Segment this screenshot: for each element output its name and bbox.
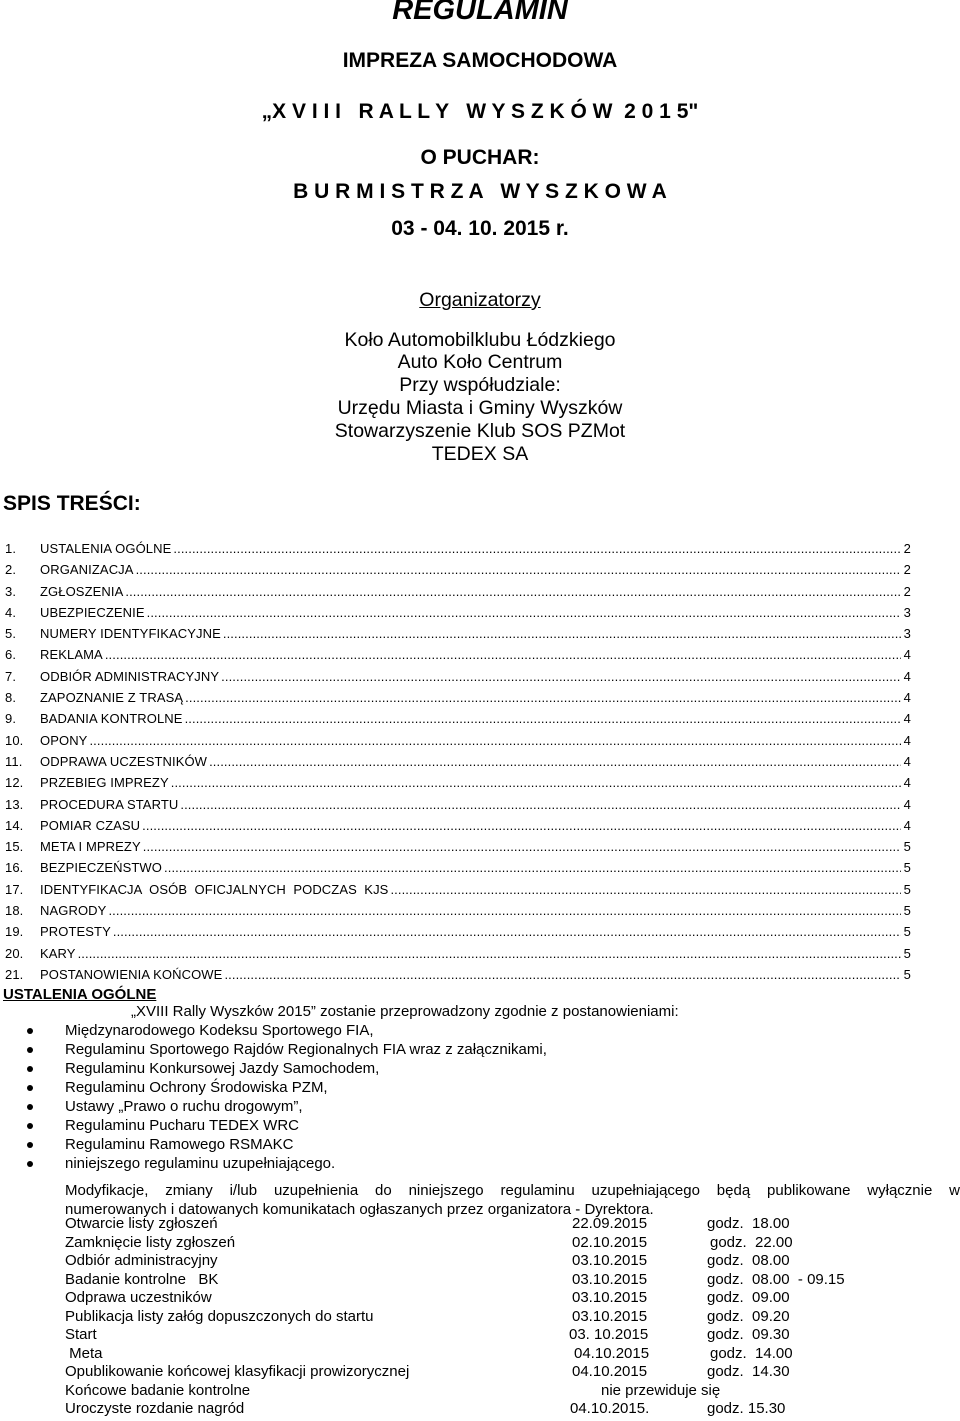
schedule-time: godz. 15.30 (707, 1400, 786, 1417)
schedule-date: 03. 10.2015 (569, 1326, 649, 1343)
toc-item-page: 2 (903, 562, 911, 578)
bullet-icon (27, 1142, 33, 1148)
toc-dot-leader (108, 900, 901, 921)
event-name: „X V I I I R A L L Y W Y S Z K Ó W 2 0 1 5" (261, 100, 699, 123)
toc-item[interactable] (5, 836, 911, 857)
toc-item-page: 5 (903, 881, 911, 897)
bullet-icon (27, 1104, 33, 1110)
schedule-event: Końcowe badanie kontrolne (65, 1381, 251, 1399)
list-item (0, 1135, 960, 1154)
toc-dot-leader (171, 772, 901, 793)
schedule-date: 04.10.2015 (574, 1344, 650, 1362)
bullet-icon (27, 1028, 33, 1034)
schedule-time: godz. 14.00 (710, 1344, 793, 1362)
bullet-icon (27, 1161, 33, 1167)
organizer-line: Urzędu Miasta i Gminy Wyszków (337, 397, 623, 419)
toc-item-page: 5 (903, 839, 911, 855)
toc-item-number: 20. (5, 945, 24, 961)
toc-item-page: 2 (903, 541, 911, 556)
toc-item[interactable] (5, 666, 911, 687)
schedule-row (0, 1271, 960, 1290)
toc-item-page: 4 (903, 753, 911, 769)
toc-item-page: 4 (903, 690, 911, 706)
toc-item[interactable] (5, 644, 911, 665)
schedule-event: Odprawa uczestników (65, 1289, 212, 1306)
schedule-date: 03.10.2015 (572, 1252, 648, 1269)
toc-dot-leader (221, 666, 901, 687)
toc-item-label: IDENTYFIKACJA OSÓB OFICJALNYCH PODCZAS KJS (40, 881, 389, 897)
toc-item[interactable] (5, 602, 911, 623)
toc-dot-leader (223, 623, 901, 644)
toc-item-label: KARY (40, 945, 76, 961)
schedule-event: Odbiór administracyjny (65, 1252, 218, 1269)
schedule-row (0, 1345, 960, 1364)
schedule-event: Otwarcie listy zgłoszeń (65, 1215, 218, 1232)
schedule-time: godz. 22.00 (710, 1233, 793, 1251)
schedule-event: Start (65, 1326, 97, 1343)
list-item-text: Regulaminu Ochrony Środowiska PZM, (65, 1079, 328, 1096)
toc-item-label: ZGŁOSZENIA (40, 583, 124, 599)
toc-item-number: 18. (5, 903, 24, 919)
toc-item[interactable] (5, 857, 911, 878)
toc-item-label: ORGANIZACJA (40, 562, 134, 578)
toc-item-page: 4 (903, 732, 911, 748)
toc-item-number: 1. (5, 541, 17, 556)
toc-item[interactable] (5, 623, 911, 644)
list-item (0, 1154, 960, 1173)
toc-item-number: 16. (5, 860, 24, 876)
toc-item-label: PROCEDURA STARTU (40, 796, 179, 812)
toc-dot-leader (125, 581, 901, 602)
list-item-text: Międzynarodowego Kodeksu Sportowego FIA, (65, 1022, 374, 1039)
toc-dot-leader (142, 815, 901, 836)
toc-item-label: META I MPREZY (40, 839, 141, 855)
toc-item-page: 4 (903, 796, 911, 812)
toc-item-page: 4 (903, 711, 911, 727)
list-item (0, 1040, 960, 1059)
list-item-text: Ustawy „Prawo o ruchu drogowym”, (65, 1098, 303, 1115)
schedule-event: Badanie kontrolne BK (65, 1270, 219, 1288)
list-item-text: Regulaminu Ramowego RSMAKC (65, 1136, 294, 1153)
modification-note-line: Modyfikacje, zmiany i/lub uzupełnienia do niniejszego regulaminu uzupełniającego będą publikowane wyłącznie w (65, 1182, 960, 1199)
schedule-date: nie przewiduje się (601, 1381, 721, 1399)
toc-item-page: 4 (903, 775, 911, 791)
toc-heading: SPIS TREŚCI: (3, 492, 141, 515)
toc-item-number: 15. (5, 839, 24, 855)
toc-item-page: 4 (903, 647, 911, 663)
toc-item-number: 14. (5, 817, 24, 833)
toc-item-label: REKLAMA (40, 647, 103, 663)
toc-item-number: 10. (5, 732, 24, 748)
schedule-time: godz. 09.00 (707, 1289, 790, 1306)
schedule-date: 04.10.2015 (572, 1363, 648, 1380)
list-item-text: Regulaminu Sportowego Rajdów Regionalnych FIA wraz z załącznikami, (65, 1041, 547, 1058)
toc-dot-leader (143, 836, 901, 857)
toc-item-label: OPONY (40, 732, 88, 748)
section-heading: USTALENIA OGÓLNE (3, 986, 157, 1003)
schedule-time: godz. 18.00 (707, 1215, 790, 1232)
toc-item[interactable] (5, 687, 911, 708)
list-item (0, 1116, 960, 1135)
toc-item-page: 5 (903, 924, 911, 940)
toc-item-label: POMIAR CZASU (40, 817, 141, 833)
toc-item-number: 17. (5, 881, 24, 897)
schedule-row (0, 1382, 960, 1401)
toc-item-number: 13. (5, 796, 24, 812)
toc-item[interactable] (5, 964, 911, 985)
toc-item-number: 19. (5, 924, 24, 940)
schedule-time: godz. 08.00 (707, 1252, 790, 1269)
toc-item[interactable] (5, 751, 911, 772)
toc-item[interactable] (5, 538, 911, 559)
toc-item-page: 4 (903, 817, 911, 833)
toc-item-label: ODPRAWA UCZESTNIKÓW (40, 753, 208, 769)
schedule-event: Zamknięcie listy zgłoszeń (65, 1233, 236, 1251)
toc-item-number: 6. (5, 647, 17, 663)
toc-dot-leader (390, 879, 901, 900)
bullet-icon (27, 1066, 33, 1072)
list-item-text: Regulaminu Pucharu TEDEX WRC (65, 1117, 299, 1134)
schedule-date: 22.09.2015 (572, 1215, 648, 1232)
schedule-event: Meta (65, 1344, 103, 1362)
schedule-time: godz. 09.30 (707, 1326, 790, 1343)
toc-item-label: UBEZPIECZENIE (40, 604, 145, 620)
organizer-line: Koło Automobilklubu Łódzkiego (344, 329, 616, 351)
toc-dot-leader (136, 559, 901, 580)
toc-dot-leader (164, 857, 901, 878)
modification-note (65, 1181, 960, 1219)
schedule-row (0, 1400, 960, 1419)
toc-dot-leader (105, 644, 901, 665)
toc-item-page: 3 (903, 626, 911, 642)
table-of-contents (5, 538, 911, 985)
schedule-date: 03.10.2015 (572, 1289, 648, 1306)
toc-item-number: 11. (5, 753, 23, 769)
schedule-date: 03.10.2015 (572, 1307, 648, 1325)
schedule-time: godz. 08.00 - 09.15 (707, 1270, 845, 1288)
toc-item-number: 3. (5, 583, 17, 599)
toc-item[interactable] (5, 921, 911, 942)
toc-item-number: 4. (5, 604, 17, 620)
schedule-row (0, 1289, 960, 1308)
toc-item-number: 5. (5, 626, 17, 642)
schedule-time: godz. 14.30 (707, 1363, 790, 1380)
toc-item-label: POSTANOWIENIA KOŃCOWE (40, 966, 223, 982)
toc-item-label: ODBIÓR ADMINISTRACYJNY (40, 668, 220, 684)
toc-item-label: PRZEBIEG IMPREZY (40, 775, 169, 791)
toc-item-page: 2 (903, 583, 911, 599)
list-item (0, 1021, 960, 1040)
toc-item-label: NUMERY IDENTYFIKACYJNE (40, 626, 221, 642)
toc-item-label: BEZPIECZEŃSTWO (40, 860, 163, 876)
organizers-heading: Organizatorzy (419, 289, 541, 311)
toc-item[interactable] (5, 730, 911, 751)
toc-item-number: 12. (5, 775, 24, 791)
schedule-row (0, 1326, 960, 1345)
toc-dot-leader (185, 687, 901, 708)
toc-item[interactable] (5, 879, 911, 900)
modification-note-line: numerowanych i datowanych komunikatach ogłaszanych przez organizatora - Dyrektora. (65, 1201, 654, 1218)
toc-dot-leader (147, 602, 901, 623)
toc-item-label: USTALENIA OGÓLNE (40, 541, 172, 556)
schedule-event: Opublikowanie końcowej klasyfikacji prowizorycznej (65, 1363, 410, 1380)
toc-item-page: 5 (903, 860, 911, 876)
bullet-icon (27, 1085, 33, 1091)
toc-item-number: 7. (5, 668, 17, 684)
toc-item-number: 9. (5, 711, 17, 727)
toc-item-number: 8. (5, 690, 17, 706)
toc-item[interactable] (5, 943, 911, 964)
toc-dot-leader (78, 943, 901, 964)
toc-item[interactable] (5, 708, 911, 729)
toc-item-page: 5 (903, 945, 911, 961)
event-dates: 03 - 04. 10. 2015 r. (391, 217, 569, 240)
organizer-line: TEDEX SA (431, 443, 529, 465)
toc-dot-leader (180, 794, 901, 815)
schedule-date: 03.10.2015 (572, 1270, 648, 1288)
toc-item-label: ZAPOZNANIE Z TRASĄ (40, 690, 184, 706)
schedule-time: godz. 09.20 (707, 1307, 790, 1325)
toc-item-number: 21. (5, 966, 24, 982)
toc-item[interactable] (5, 900, 911, 921)
schedule-row (0, 1252, 960, 1271)
toc-item-page: 5 (903, 966, 911, 982)
schedule-row (0, 1308, 960, 1327)
toc-item[interactable] (5, 815, 911, 836)
list-item (0, 1097, 960, 1116)
cup-prefix: O PUCHAR: (420, 146, 540, 169)
schedule-table (0, 1215, 960, 1419)
toc-item[interactable] (5, 559, 911, 580)
toc-item[interactable] (5, 581, 911, 602)
toc-item-page: 3 (903, 604, 911, 620)
cup-name: B U R M I S T R Z A W Y S Z K O W A (293, 180, 667, 203)
schedule-row (0, 1234, 960, 1253)
toc-item[interactable] (5, 772, 911, 793)
toc-item-label: PROTESTY (40, 924, 111, 940)
toc-dot-leader (113, 921, 901, 942)
toc-dot-leader (173, 538, 901, 559)
event-type: IMPREZA SAMOCHODOWA (342, 49, 618, 72)
list-item-text: Regulaminu Konkursowej Jazdy Samochodem, (65, 1060, 380, 1077)
toc-item-page: 5 (903, 903, 911, 919)
toc-dot-leader (89, 730, 901, 751)
toc-item[interactable] (5, 794, 911, 815)
toc-item-label: NAGRODY (40, 903, 107, 919)
toc-item-number: 2. (5, 562, 17, 578)
schedule-event: Publikacja listy załóg dopuszczonych do startu (65, 1307, 374, 1325)
regulations-list (0, 1021, 960, 1173)
toc-dot-leader (185, 708, 901, 729)
section-intro: „XVIII Rally Wyszków 2015” zostanie przeprowadzony zgodnie z postanowieniami: (131, 1003, 679, 1020)
toc-item-page: 4 (903, 668, 911, 684)
schedule-date: 02.10.2015 (572, 1233, 648, 1251)
schedule-date: 04.10.2015. (570, 1400, 650, 1417)
bullet-icon (27, 1123, 33, 1129)
list-item-text: niniejszego regulaminu uzupełniającego. (65, 1155, 336, 1172)
schedule-event: Uroczyste rozdanie nagród (65, 1400, 245, 1417)
bullet-icon (27, 1047, 33, 1053)
organizer-line: Stowarzyszenie Klub SOS PZMot (334, 420, 626, 442)
toc-dot-leader (224, 964, 901, 985)
toc-dot-leader (209, 751, 901, 772)
toc-item-label: BADANIA KONTROLNE (40, 711, 183, 727)
document-title: REGULAMIN (392, 0, 568, 26)
schedule-row (0, 1363, 960, 1382)
schedule-row (0, 1215, 960, 1234)
organizer-line: Przy współudziale: (399, 374, 561, 396)
list-item (0, 1078, 960, 1097)
organizer-line: Auto Koło Centrum (397, 351, 563, 373)
list-item (0, 1059, 960, 1078)
